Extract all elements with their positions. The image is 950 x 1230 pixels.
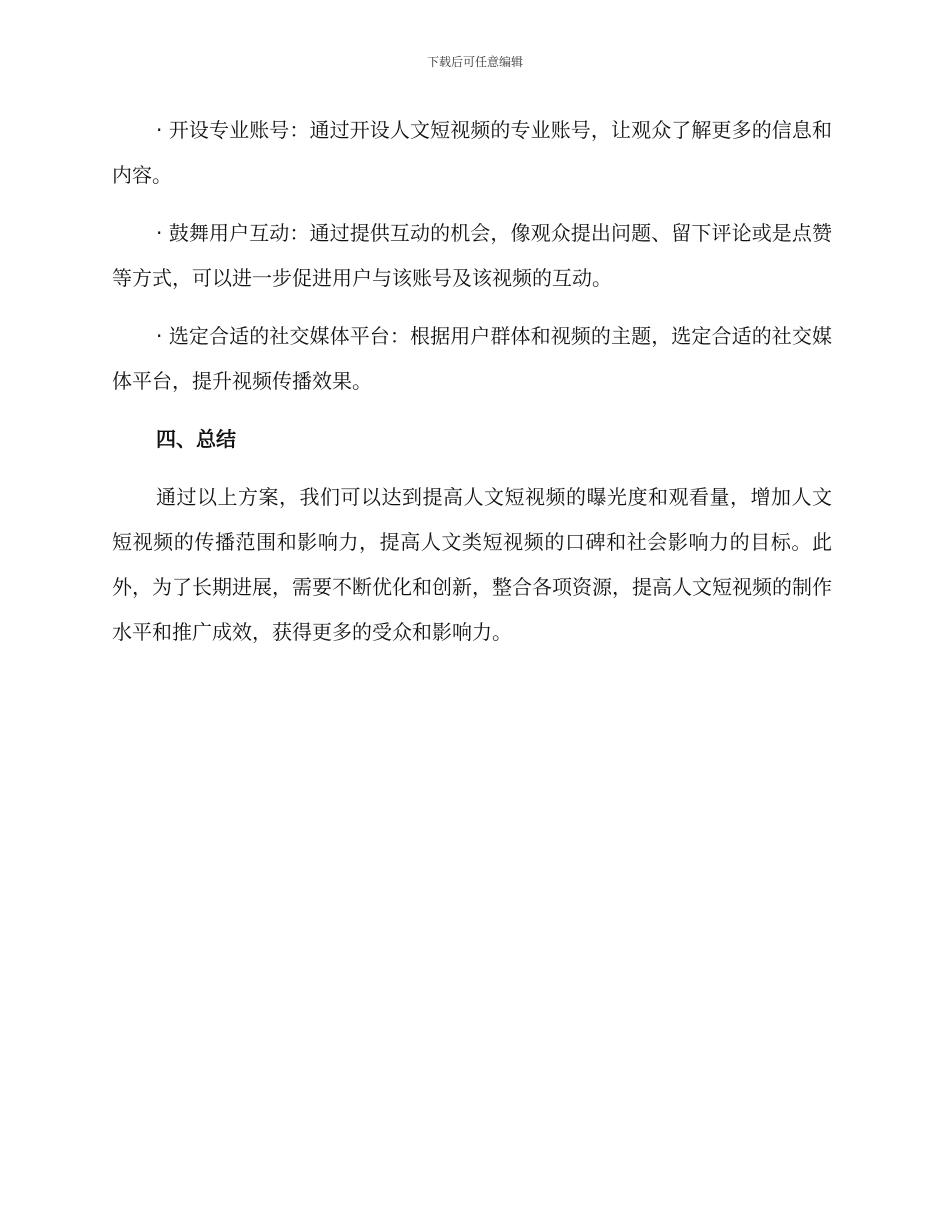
page-header-note: 下载后可任意编辑 (426, 55, 523, 69)
summary-paragraph: 通过以上方案，我们可以达到提高人文短视频的曝光度和观看量，增加人文短视频的传播范围和影响力，提高人文类短视频的口碑和社会影响力的目标。此外，为了长期进展，需要不断优化和创新，整合各项资源，提高人文短视频的制作水平和推广成效，获得更多的受众和影响力。 (112, 485, 832, 644)
document-body (112, 108, 832, 668)
bullet-social-platform: · 选定合适的社交媒体平台：根据用户群体和视频的主题，选定合适的社交媒体平台，提升视频传播效果。 (112, 324, 832, 393)
bullet-professional-account: · 开设专业账号：通过开设人文短视频的专业账号，让观众了解更多的信息和内容。 (112, 118, 832, 187)
bullet-user-interaction: · 鼓舞用户互动：通过提供互动的机会，像观众提出问题、留下评论或是点赞等方式，可以进一步促进用户与该账号及该视频的互动。 (112, 221, 832, 290)
section-heading-summary: 四、总结 (156, 427, 236, 451)
